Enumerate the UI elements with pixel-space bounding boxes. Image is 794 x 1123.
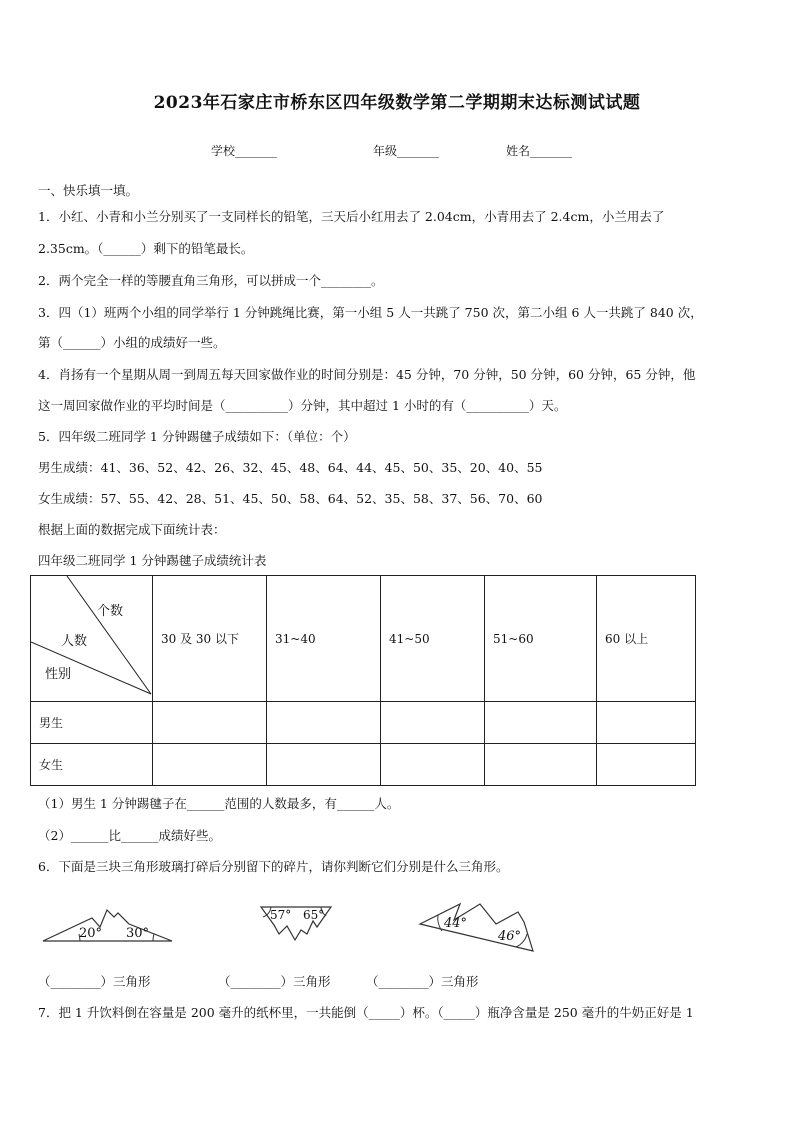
q4-line2: 这一周回家做作业的平均时间是（__________）分钟，其中超过 1 小时的有（__________）天。 (38, 398, 567, 413)
column-header: 51~60 (485, 576, 597, 702)
column-header: 60 以上 (597, 576, 696, 702)
angle-label: 57° (270, 908, 292, 922)
school-field: 学校_______ (211, 144, 278, 158)
q1-line2: 2.35cm。（______）剩下的铅笔最长。 (38, 241, 254, 256)
angle-label: 65° (303, 908, 325, 922)
column-header: 41~50 (381, 576, 485, 702)
q5-intro: 5．四年级二班同学 1 分钟踢毽子成绩如下：（单位：个） (38, 429, 356, 444)
angle-label: 44° (444, 916, 468, 931)
name-field: 姓名_______ (506, 144, 573, 158)
table-cell (485, 744, 597, 786)
stats-table (30, 575, 696, 786)
table-cell (153, 744, 267, 786)
table-cell (267, 744, 381, 786)
angle-label: 20° (79, 926, 103, 941)
section-heading: 一、快乐填一填。 (38, 183, 139, 198)
table-cell (485, 702, 597, 744)
table-cell (153, 702, 267, 744)
table-cell (597, 702, 696, 744)
corner-label-count: 个数 (97, 604, 124, 619)
q5-sub1: （1）男生 1 分钟踢毽子在______范围的人数最多，有______人。 (38, 796, 400, 811)
table-cell (381, 702, 485, 744)
q2: 2．两个完全一样的等腰直角三角形，可以拼成一个________。 (38, 273, 384, 288)
table-corner-cell (31, 576, 153, 702)
table-row (31, 744, 696, 786)
fragment-answer: （________）三角形 (218, 974, 331, 989)
q5-boys-scores: 男生成绩：41、36、52、42、26、32、45、48、64、44、45、50、35、20、40、55 (38, 460, 543, 475)
column-header: 31~40 (267, 576, 381, 702)
fragment-answer: （________）三角形 (38, 974, 151, 989)
glass-fragment-3 (418, 898, 538, 954)
q4-line1: 4．肖扬有一个星期从周一到周五每天回家做作业的时间分别是：45 分钟，70 分钟，50 分钟，60 分钟，65 分钟，他 (38, 367, 696, 382)
glass-fragment-1 (40, 908, 175, 948)
q7: 7．把 1 升饮料倒在容量是 200 毫升的纸杯里，一共能倒（_____）杯。（_____）瓶净含量是 250 毫升的牛奶正好是 1 (38, 1005, 694, 1020)
q3-line1: 3．四（1）班两个小组的同学举行 1 分钟跳绳比赛，第一小组 5 人一共跳了 750 次，第二小组 6 人一共跳了 840 次， (38, 305, 703, 320)
q5-sub2: （2）______比______成绩好些。 (38, 828, 221, 843)
q5-instruction: 根据上面的数据完成下面统计表： (38, 522, 226, 537)
column-header: 30 及 30 以下 (153, 576, 267, 702)
row-header: 女生 (31, 744, 153, 786)
q1-line1: 1．小红、小青和小兰分别买了一支同样长的铅笔，三天后小红用去了 2.04cm，小青用去了 2.4cm，小兰用去了 (38, 209, 665, 224)
q3-line2: 第（______）小组的成绩好一些。 (38, 335, 226, 350)
diagonal-lines (31, 576, 152, 701)
table-cell (597, 744, 696, 786)
corner-label-gender: 性别 (45, 667, 72, 682)
table-cell (267, 702, 381, 744)
row-header: 男生 (31, 702, 153, 744)
page-title: 2023年石家庄市桥东区四年级数学第二学期期末达标测试试题 (153, 93, 641, 113)
q6-text: 6．下面是三块三角形玻璃打碎后分别留下的碎片，请你判断它们分别是什么三角形。 (38, 859, 509, 874)
q5-girls-scores: 女生成绩：57、55、42、28、51、45、50、58、64、52、35、58、37、56、70、60 (38, 491, 543, 506)
table-cell (381, 744, 485, 786)
grade-field: 年级_______ (373, 144, 440, 158)
corner-label-people: 人数 (61, 634, 88, 649)
angle-label: 30° (126, 926, 150, 941)
table-row (31, 702, 696, 744)
fragment-answer: （________）三角形 (366, 974, 479, 989)
angle-label: 46° (498, 929, 522, 944)
table-title: 四年级二班同学 1 分钟踢毽子成绩统计表 (38, 553, 267, 568)
